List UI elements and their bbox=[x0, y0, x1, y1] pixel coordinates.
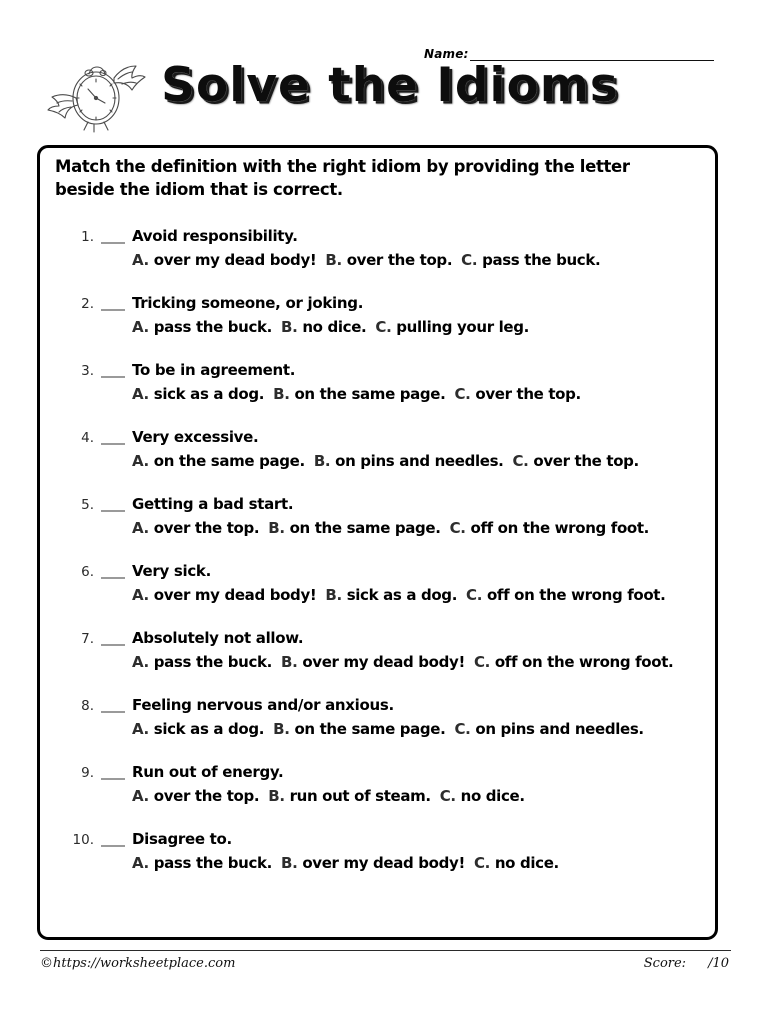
choice-option[interactable] bbox=[132, 519, 259, 537]
choice-option[interactable] bbox=[513, 452, 639, 470]
choice-letter: A. bbox=[132, 385, 149, 403]
answer-blank[interactable] bbox=[98, 628, 128, 648]
choice-text: on the same page. bbox=[153, 452, 305, 470]
question-definition: Tricking someone, or joking. bbox=[132, 294, 364, 312]
answer-blank[interactable] bbox=[98, 360, 128, 380]
choice-letter: A. bbox=[132, 318, 149, 336]
question-choices bbox=[132, 585, 715, 606]
choice-letter: A. bbox=[132, 251, 149, 269]
choice-text: on the same page. bbox=[294, 720, 446, 738]
question-body bbox=[132, 561, 715, 606]
choice-text: over my dead body! bbox=[302, 653, 465, 671]
choice-text: over the top. bbox=[533, 452, 639, 470]
winged-alarm-clock-icon bbox=[44, 48, 149, 138]
choice-text: over the top. bbox=[153, 519, 260, 537]
choice-text: over my dead body! bbox=[302, 854, 465, 872]
choice-text: off on the wrong foot. bbox=[494, 653, 674, 671]
choice-option[interactable] bbox=[132, 385, 264, 403]
question-body bbox=[132, 360, 715, 405]
choice-letter: A. bbox=[132, 854, 149, 872]
question-definition: Very sick. bbox=[132, 562, 211, 580]
choice-text: over my dead body! bbox=[153, 251, 317, 269]
choice-text: run out of steam. bbox=[289, 787, 431, 805]
choice-letter: B. bbox=[268, 519, 285, 537]
choice-option[interactable] bbox=[132, 251, 316, 269]
choice-option[interactable] bbox=[454, 385, 580, 403]
choice-letter: A. bbox=[132, 586, 149, 604]
worksheet-header bbox=[0, 0, 768, 140]
answer-blank[interactable] bbox=[98, 494, 128, 514]
copyright-text: ©https://worksheetplace.com bbox=[40, 956, 236, 971]
choice-letter: C. bbox=[454, 385, 471, 403]
answer-blank[interactable] bbox=[98, 293, 128, 313]
choice-option[interactable] bbox=[314, 452, 504, 470]
choice-text: pass the buck. bbox=[153, 653, 273, 671]
choice-letter: A. bbox=[132, 519, 149, 537]
choice-letter: A. bbox=[132, 787, 149, 805]
answer-blank[interactable] bbox=[98, 226, 128, 246]
question-definition: Feeling nervous and/or anxious. bbox=[132, 696, 394, 714]
choice-text: on the same page. bbox=[294, 385, 446, 403]
choice-letter: C. bbox=[454, 720, 471, 738]
question-body bbox=[132, 628, 715, 673]
choice-option[interactable] bbox=[132, 653, 272, 671]
choice-option[interactable] bbox=[268, 787, 431, 805]
answer-blank[interactable] bbox=[98, 561, 128, 581]
choice-option[interactable] bbox=[461, 251, 600, 269]
choice-letter: B. bbox=[313, 452, 331, 470]
question-body bbox=[132, 762, 715, 807]
choice-option[interactable] bbox=[132, 787, 259, 805]
question-choices bbox=[132, 250, 715, 271]
choice-text: no dice. bbox=[302, 318, 367, 336]
question-item bbox=[40, 829, 715, 874]
choice-text: on pins and needles. bbox=[475, 720, 644, 738]
choice-option[interactable] bbox=[325, 586, 457, 604]
question-choices bbox=[132, 719, 715, 740]
choice-option[interactable] bbox=[281, 318, 366, 336]
worksheet-footer bbox=[40, 950, 731, 971]
question-body bbox=[132, 427, 715, 472]
choice-letter: A. bbox=[132, 653, 149, 671]
choice-letter: B. bbox=[268, 787, 285, 805]
name-label: Name: bbox=[424, 47, 469, 61]
choice-option[interactable] bbox=[281, 854, 465, 872]
choice-letter: C. bbox=[375, 318, 392, 336]
choice-option[interactable] bbox=[132, 854, 272, 872]
choice-option[interactable] bbox=[450, 519, 649, 537]
question-definition: Run out of energy. bbox=[132, 763, 284, 781]
score-label: Score: bbox=[643, 956, 687, 971]
question-item bbox=[40, 561, 715, 606]
choice-text: pass the buck. bbox=[482, 251, 601, 269]
question-choices bbox=[132, 317, 715, 338]
answer-blank[interactable] bbox=[98, 829, 128, 849]
question-item bbox=[40, 762, 715, 807]
choice-option[interactable] bbox=[132, 452, 305, 470]
choice-text: sick as a dog. bbox=[153, 385, 265, 403]
question-number: 8. bbox=[81, 698, 94, 714]
choice-text: sick as a dog. bbox=[153, 720, 265, 738]
choice-option[interactable] bbox=[454, 720, 643, 738]
choice-text: over the top. bbox=[153, 787, 260, 805]
choice-option[interactable] bbox=[132, 720, 264, 738]
choice-text: over my dead body! bbox=[153, 586, 317, 604]
choice-text: off on the wrong foot. bbox=[486, 586, 666, 604]
choice-option[interactable] bbox=[375, 318, 529, 336]
choice-letter: A. bbox=[132, 720, 149, 738]
question-definition: Getting a bad start. bbox=[132, 495, 294, 513]
choice-letter: C. bbox=[466, 586, 483, 604]
choice-text: on pins and needles. bbox=[335, 452, 504, 470]
question-item bbox=[40, 226, 715, 271]
page-title: Solve the Idioms bbox=[161, 58, 619, 113]
choice-text: sick as a dog. bbox=[346, 586, 458, 604]
question-definition: Absolutely not allow. bbox=[132, 629, 304, 647]
question-choices bbox=[132, 518, 715, 539]
choice-letter: B. bbox=[281, 653, 298, 671]
choice-option[interactable] bbox=[281, 653, 465, 671]
question-item bbox=[40, 695, 715, 740]
question-choices bbox=[132, 853, 715, 874]
choice-option[interactable] bbox=[268, 519, 440, 537]
choice-option[interactable] bbox=[466, 586, 665, 604]
score-total: /10 bbox=[708, 956, 729, 971]
question-choices bbox=[132, 384, 715, 405]
choice-letter: A. bbox=[132, 452, 149, 470]
question-number: 3. bbox=[81, 363, 94, 379]
choice-letter: C. bbox=[461, 251, 478, 269]
choice-text: pass the buck. bbox=[153, 318, 273, 336]
choice-text: over the top. bbox=[475, 385, 581, 403]
question-body bbox=[132, 494, 715, 539]
question-choices bbox=[132, 652, 715, 673]
question-body bbox=[132, 226, 715, 271]
choice-option[interactable] bbox=[440, 787, 525, 805]
choice-text: pulling your leg. bbox=[396, 318, 529, 336]
choice-text: no dice. bbox=[494, 854, 559, 872]
question-definition: Disagree to. bbox=[132, 830, 232, 848]
choice-letter: B. bbox=[273, 720, 290, 738]
choice-letter: C. bbox=[473, 653, 490, 671]
choice-option[interactable] bbox=[273, 720, 445, 738]
choice-letter: C. bbox=[473, 854, 490, 872]
choice-text: pass the buck. bbox=[153, 854, 273, 872]
question-number: 10. bbox=[72, 832, 94, 848]
footer-divider bbox=[40, 950, 731, 951]
questions-panel bbox=[37, 145, 718, 940]
question-definition: Very excessive. bbox=[132, 428, 259, 446]
question-choices bbox=[132, 786, 715, 807]
choice-letter: C. bbox=[449, 519, 466, 537]
question-definition: To be in agreement. bbox=[132, 361, 296, 379]
instructions-text: Match the definition with the right idiom by providing the letter beside the idiom that is correct. bbox=[55, 157, 630, 199]
choice-letter: C. bbox=[439, 787, 456, 805]
choice-letter: B. bbox=[281, 854, 298, 872]
choice-text: off on the wrong foot. bbox=[470, 519, 650, 537]
question-item bbox=[40, 628, 715, 673]
question-item bbox=[40, 427, 715, 472]
choice-option[interactable] bbox=[325, 251, 452, 269]
choice-text: on the same page. bbox=[289, 519, 441, 537]
question-number: 7. bbox=[81, 631, 94, 647]
question-choices bbox=[132, 451, 715, 472]
question-body bbox=[132, 829, 715, 874]
question-item bbox=[40, 494, 715, 539]
question-definition: Avoid responsibility. bbox=[132, 227, 298, 245]
question-number: 5. bbox=[81, 497, 94, 513]
choice-letter: B. bbox=[325, 251, 342, 269]
question-number: 1. bbox=[81, 229, 94, 245]
answer-blank[interactable] bbox=[98, 427, 128, 447]
choice-letter: C. bbox=[512, 452, 529, 470]
choice-letter: B. bbox=[281, 318, 298, 336]
question-list bbox=[40, 226, 715, 896]
question-number: 4. bbox=[81, 430, 94, 446]
choice-option[interactable] bbox=[474, 854, 559, 872]
choice-letter: B. bbox=[325, 586, 342, 604]
question-item bbox=[40, 360, 715, 405]
question-number: 9. bbox=[81, 765, 94, 781]
question-body bbox=[132, 695, 715, 740]
choice-option[interactable] bbox=[132, 586, 316, 604]
choice-option[interactable] bbox=[474, 653, 673, 671]
choice-text: over the top. bbox=[346, 251, 453, 269]
question-number: 6. bbox=[81, 564, 94, 580]
choice-text: no dice. bbox=[460, 787, 525, 805]
question-number: 2. bbox=[81, 296, 94, 312]
choice-option[interactable] bbox=[273, 385, 445, 403]
choice-letter: B. bbox=[273, 385, 290, 403]
answer-blank[interactable] bbox=[98, 695, 128, 715]
question-item bbox=[40, 293, 715, 338]
choice-option[interactable] bbox=[132, 318, 272, 336]
question-body bbox=[132, 293, 715, 338]
answer-blank[interactable] bbox=[98, 762, 128, 782]
